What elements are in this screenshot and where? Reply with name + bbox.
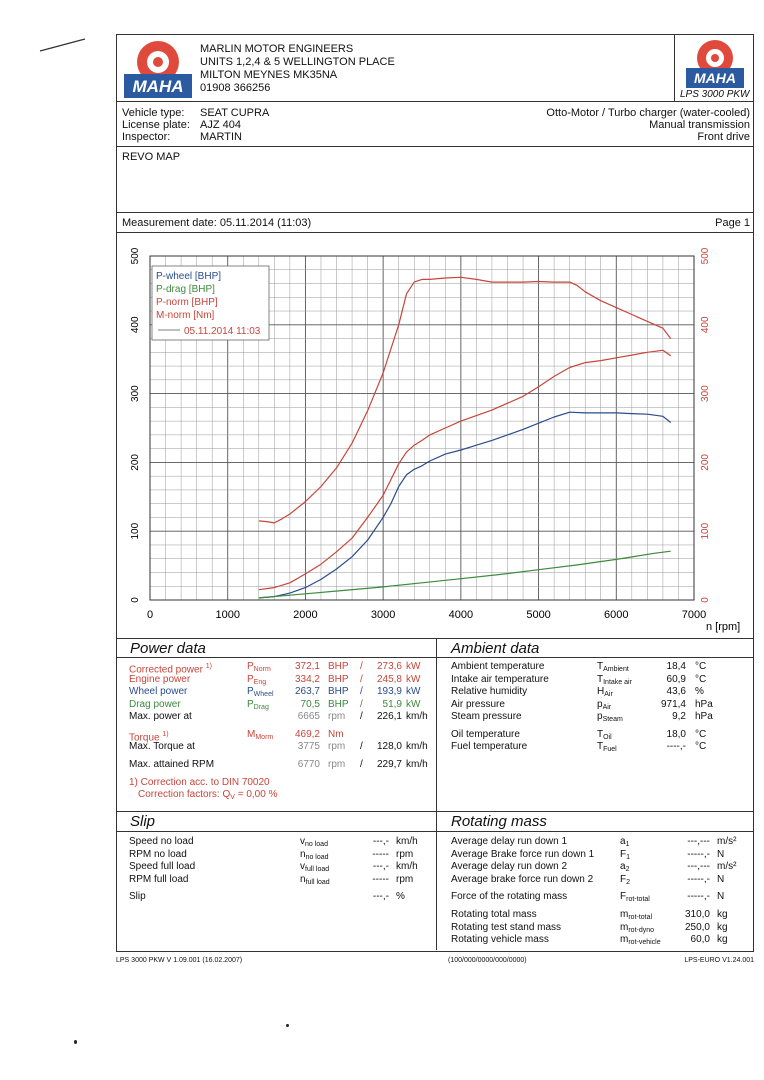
company-block: [200, 43, 395, 95]
max-rpm-unit: rpm: [328, 759, 346, 770]
slip-row-label: RPM no load: [129, 848, 187, 860]
x-tick-label: 3000: [370, 609, 396, 621]
rotating-mass-title: Rotating mass: [451, 813, 547, 830]
max-torque-speed: 128,0: [376, 741, 402, 752]
ambient-row-symbol: $p_{Air}$: [597, 698, 612, 711]
rotating-row-unit: kg: [717, 934, 728, 945]
legend-item: P-drag [BHP]: [156, 284, 215, 295]
ambient-row-unit: °C: [695, 673, 707, 685]
y-right-tick-label: 500: [700, 247, 711, 265]
max-power-speed-unit: km/h: [406, 711, 428, 722]
rotating-row-value: -----,-: [687, 848, 710, 860]
slip-row-value: ---,-: [372, 891, 389, 902]
footer-center: (100/000/0000/000/0000): [448, 957, 527, 964]
slip-title: Slip: [130, 813, 156, 830]
x-tick-label: 5000: [526, 609, 551, 621]
power-row-unit-bhp: BHP: [328, 686, 349, 697]
measurement-date: Measurement date: 05.11.2014 (11:03): [122, 217, 312, 229]
footer-right: LPS-EURO V1.24.001: [684, 957, 754, 964]
power-row-value-bhp: 70,5: [300, 698, 320, 710]
ambient-row-symbol: $p_{Steam}$: [597, 711, 623, 723]
max-torque-speed-unit: km/h: [406, 741, 428, 752]
ambient-row-value: 60,9: [666, 673, 686, 685]
power-row-unit-kw: kW: [406, 686, 421, 697]
y-right-tick-label: 300: [700, 385, 711, 402]
power-row-label: Engine power: [129, 673, 191, 685]
drive-type: Front drive: [697, 131, 750, 143]
power-row-value-kw: 245,8: [376, 673, 402, 685]
ambient-row-label: Intake air temperature: [451, 673, 549, 685]
maha-logo-left: [121, 38, 195, 100]
slip-row-unit: km/h: [396, 861, 418, 872]
max-power-rpm-unit: rpm: [328, 711, 346, 722]
slip-row-symbol: $n_{no load}$: [300, 848, 329, 861]
max-torque-sep: /: [360, 741, 363, 752]
x-tick-label: 7000: [681, 609, 707, 621]
page-number: Page 1: [715, 217, 750, 229]
company-address-2: MILTON MEYNES MK35NA: [200, 69, 338, 81]
rotating-row-value: ---,---: [687, 836, 710, 847]
power-row-symbol: $P_{Eng}$: [247, 673, 267, 686]
license-plate-value: AJZ 404: [200, 119, 241, 131]
engine-type: Otto-Motor / Turbo charger (water-cooled): [546, 107, 750, 119]
slip-row-unit: rpm: [396, 848, 414, 860]
rotating-row-value: 60,0: [690, 934, 710, 945]
power-row-value-kw: 51,9: [382, 698, 402, 710]
power-row-sep: /: [360, 698, 363, 710]
power-row-value-kw: 193,9: [376, 686, 402, 697]
legend-item: P-wheel [BHP]: [156, 271, 222, 282]
rotating-row-symbol: $a_2$: [620, 861, 630, 873]
rotating-row-symbol: $a_1$: [620, 836, 630, 848]
slip-row-value: -----: [372, 848, 389, 860]
company-phone: 01908 366256: [200, 82, 271, 94]
power-row-unit-bhp: BHP: [328, 673, 349, 685]
max-rpm-value: 6770: [297, 759, 320, 770]
rotating-row-symbol: $F_1$: [620, 848, 631, 861]
power-data-title: Power data: [130, 640, 206, 657]
max-torque-label: Max. Torque at: [129, 741, 195, 752]
power-row-symbol: $P_{Wheel}$: [247, 686, 274, 698]
rotating-row-value: 250,0: [684, 921, 710, 933]
ambient-row-unit: %: [695, 686, 704, 697]
power-row-unit-kw: kW: [406, 673, 421, 685]
model-label: LPS 3000 PKW: [680, 89, 750, 100]
max-power-label: Max. power at: [129, 711, 192, 722]
slip-row-unit: rpm: [396, 873, 414, 885]
ambient-row-value: 18,0: [666, 729, 686, 740]
power-row-symbol: $P_{Norm}$: [247, 661, 271, 673]
ambient-row-unit: °C: [695, 741, 707, 752]
power-row-label: Wheel power: [129, 686, 188, 697]
power-row-label: Corrected power $^{1)}$: [129, 663, 212, 676]
x-axis-label: n [rpm]: [706, 621, 741, 633]
max-rpm-speed-unit: km/h: [406, 759, 428, 770]
rotating-row-symbol: $m_{rot-vehicle}$: [620, 934, 661, 946]
max-rpm-sep: /: [360, 759, 363, 770]
ambient-row-symbol: $T_{Intake air}$: [597, 673, 632, 686]
correction-note: 1) Correction acc. to DIN 70020: [129, 777, 270, 788]
power-row-value-bhp: 334,2: [294, 673, 320, 685]
x-tick-label: 6000: [604, 609, 629, 621]
rotating-row-unit: m/s²: [717, 861, 737, 872]
company-address-1: UNITS 1,2,4 & 5 WELLINGTON PLACE: [200, 56, 395, 68]
max-power-rpm: 6665: [297, 711, 320, 722]
y-right-tick-label: 400: [700, 316, 711, 334]
rotating-row-label: Average Brake force run down 1: [451, 848, 595, 860]
ambient-row-unit: hPa: [695, 698, 713, 710]
rotating-row-label: Average delay run down 1: [451, 836, 568, 847]
x-tick-label: 0: [146, 609, 154, 621]
ambient-row-label: Air pressure: [451, 698, 505, 710]
ambient-row-label: Relative humidity: [451, 686, 528, 697]
rotating-row-unit: N: [717, 848, 725, 860]
max-rpm-label: Max. attained RPM: [129, 759, 215, 770]
ambient-row-unit: °C: [695, 661, 707, 672]
max-torque-rpm: 3775: [297, 741, 320, 752]
license-plate-label: License plate:: [122, 119, 190, 131]
rotating-row-label: Rotating total mass: [451, 909, 537, 920]
max-torque-rpm-unit: rpm: [328, 741, 346, 752]
y-left-tick-label: 100: [130, 522, 141, 540]
ambient-row-label: Steam pressure: [451, 711, 522, 722]
slip-row-unit: %: [396, 891, 405, 902]
rotating-row-label: Force of the rotating mass: [451, 891, 568, 902]
ambient-row-value: ----,-: [666, 741, 686, 752]
power-row-sep: /: [360, 661, 363, 672]
power-row-value-kw: 273,6: [376, 661, 402, 672]
y-left-tick-label: 400: [130, 316, 141, 334]
vehicle-type-label: Vehicle type:: [122, 107, 185, 119]
rotating-row-value: -----,-: [687, 873, 710, 885]
slip-row-value: ---,-: [372, 861, 389, 872]
ambient-row-symbol: $H_{Air}$: [597, 686, 613, 698]
vehicle-type-value: SEAT CUPRA: [200, 107, 270, 119]
rotating-row-unit: kg: [717, 921, 728, 933]
rotating-row-label: Average delay run down 2: [451, 861, 568, 872]
ambient-row-symbol: $T_{Fuel}$: [597, 741, 617, 753]
torque-label: Torque $^{1)}$: [129, 731, 169, 744]
y-right-tick-label: 0: [700, 597, 711, 603]
max-power-speed: 226,1: [376, 711, 402, 722]
ambient-row-value: 9,2: [672, 711, 686, 722]
rotating-row-unit: N: [717, 891, 725, 902]
correction-factors: Correction factors: $Q_V = 0,00$ %: [138, 789, 278, 801]
slip-row-symbol: $v_{no load}$: [300, 836, 328, 848]
legend-run-label: 05.11.2014 11:03: [184, 326, 261, 337]
y-left-tick-label: 500: [130, 247, 141, 265]
y-right-tick-label: 100: [700, 522, 711, 540]
torque-value: 469,2: [294, 729, 320, 740]
ambient-data-title: Ambient data: [451, 640, 540, 657]
p-wheel-line: [259, 412, 671, 598]
rotating-row-value: ---,---: [687, 861, 710, 872]
p-norm-line: [259, 350, 671, 589]
legend-item: P-norm [BHP]: [156, 297, 218, 308]
rotating-row-label: Average brake force run down 2: [451, 873, 594, 885]
torque-unit: Nm: [328, 729, 344, 740]
slip-row-value: -----: [372, 873, 389, 885]
x-tick-label: 4000: [448, 609, 474, 621]
torque-symbol: $M_{Morm}$: [247, 729, 274, 741]
ambient-row-symbol: $T_{Oil}$: [597, 729, 612, 741]
rotating-row-label: Rotating test stand mass: [451, 921, 562, 933]
rotating-row-unit: m/s²: [717, 836, 737, 847]
footer-left: LPS 3000 PKW V 1.09.001 (16.02.2007): [116, 957, 243, 964]
slip-row-symbol: $n_{full load}$: [300, 873, 330, 886]
power-row-unit-kw: kW: [406, 698, 421, 710]
company-name: MARLIN MOTOR ENGINEERS: [200, 43, 354, 55]
ambient-row-value: 971,4: [660, 698, 686, 710]
ambient-row-label: Fuel temperature: [451, 741, 528, 752]
x-tick-label: 2000: [293, 609, 318, 621]
slip-row-symbol: $v_{full load}$: [300, 861, 330, 873]
ambient-row-value: 18,4: [666, 661, 686, 672]
m-norm-line: [259, 277, 671, 523]
power-torque-chart: [116, 238, 754, 634]
p-drag-line: [259, 551, 671, 598]
y-right-tick-label: 200: [700, 454, 711, 471]
x-tick-label: 1000: [215, 609, 240, 621]
y-left-tick-label: 0: [130, 597, 141, 603]
ambient-row-unit: hPa: [695, 711, 713, 722]
scan-speck: [74, 1040, 77, 1044]
power-row-sep: /: [360, 673, 363, 685]
slip-row-label: Slip: [129, 891, 146, 902]
power-row-unit-bhp: BHP: [328, 661, 349, 672]
ambient-row-symbol: $T_{Ambient}$: [597, 661, 629, 673]
slip-row-value: ---,-: [372, 836, 389, 847]
power-row-value-bhp: 263,7: [294, 686, 320, 697]
power-row-unit-bhp: BHP: [328, 698, 349, 710]
logo-text-left: MAHA: [132, 77, 184, 96]
rotating-row-symbol: $m_{rot-dyno}$: [620, 921, 655, 934]
slip-row-label: Speed full load: [129, 861, 196, 872]
slip-row-unit: km/h: [396, 836, 418, 847]
rotating-row-value: -----,-: [687, 891, 710, 902]
ambient-row-value: 43,6: [666, 686, 686, 697]
slip-row-label: RPM full load: [129, 873, 189, 885]
legend-item: M-norm [Nm]: [156, 310, 215, 321]
rotating-row-symbol: $m_{rot-total}$: [620, 909, 653, 921]
rotating-row-label: Rotating vehicle mass: [451, 934, 549, 945]
power-row-sep: /: [360, 686, 363, 697]
slip-row-label: Speed no load: [129, 836, 194, 847]
ambient-row-unit: °C: [695, 729, 707, 740]
remark-text: REVO MAP: [122, 151, 181, 163]
maha-logo-right: [684, 38, 746, 90]
max-power-sep: /: [360, 711, 363, 722]
rotating-row-unit: N: [717, 873, 725, 885]
power-row-value-bhp: 372,1: [294, 661, 320, 672]
power-row-label: Drag power: [129, 698, 181, 710]
y-left-tick-label: 300: [130, 385, 141, 402]
inspector-value: MARTIN: [200, 131, 242, 143]
ambient-row-label: Ambient temperature: [451, 661, 545, 672]
logo-text-right: MAHA: [694, 70, 736, 86]
max-rpm-speed: 229,7: [376, 759, 402, 770]
rotating-row-unit: kg: [717, 909, 728, 920]
rotating-row-value: 310,0: [684, 909, 710, 920]
transmission: Manual transmission: [649, 119, 750, 131]
pen-mark: [38, 36, 88, 54]
scan-speck: [286, 1024, 289, 1027]
rotating-row-symbol: $F_{rot-total}$: [620, 891, 650, 903]
power-row-symbol: $P_{Drag}$: [247, 698, 269, 711]
rotating-row-symbol: $F_2$: [620, 873, 631, 886]
power-row-unit-kw: kW: [406, 661, 421, 672]
y-left-tick-label: 200: [130, 454, 141, 471]
inspector-label: Inspector:: [122, 131, 171, 143]
ambient-row-label: Oil temperature: [451, 729, 520, 740]
